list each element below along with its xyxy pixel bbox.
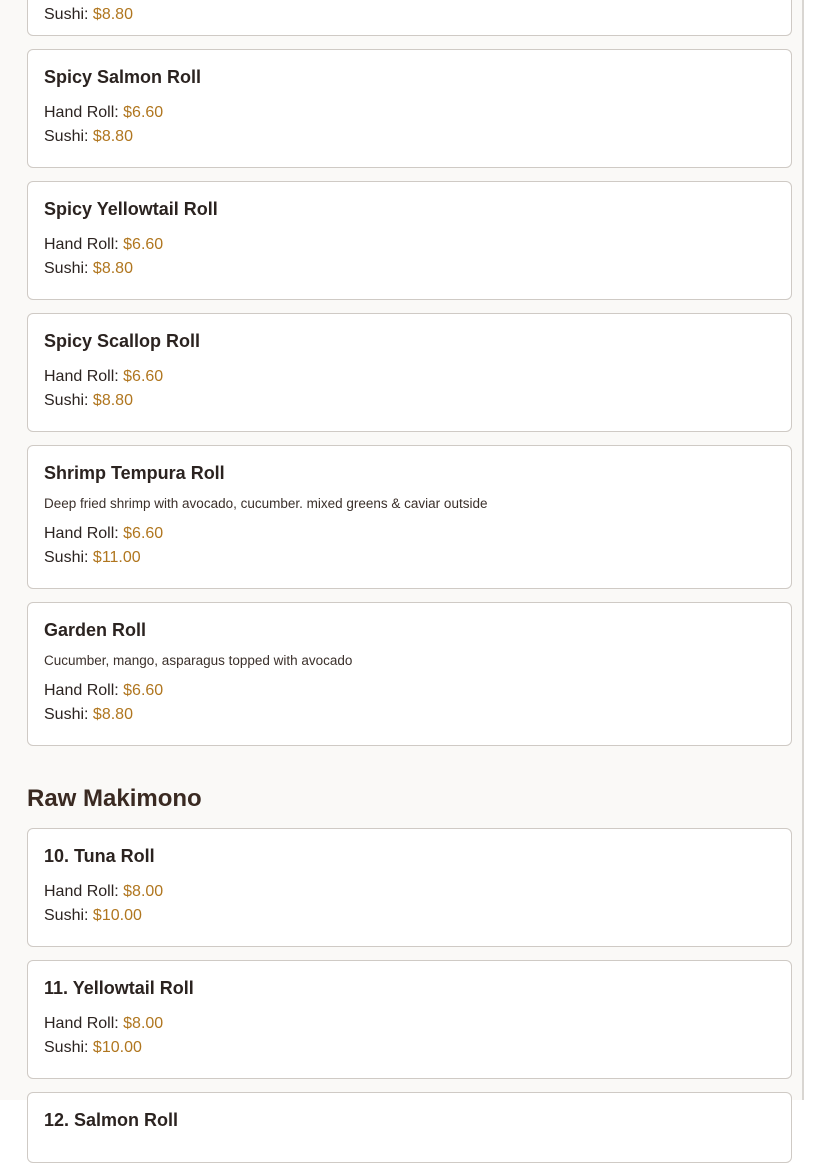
sushi-label: Sushi: — [44, 392, 89, 409]
sushi-label: Sushi: — [44, 549, 89, 566]
sushi-price: $10.00 — [92, 907, 142, 924]
menu-item-card — [27, 602, 792, 746]
menu-item-card — [27, 445, 792, 589]
hand-roll-label: Hand Roll: — [44, 104, 119, 121]
menu-item-description: Cucumber, mango, asparagus topped with avocado — [44, 653, 353, 668]
hand-roll-price: $8.00 — [123, 883, 164, 900]
hand-roll-price-line — [44, 1012, 775, 1036]
menu-item-card — [27, 0, 792, 36]
sushi-price-line — [44, 125, 775, 149]
hand-roll-price-line — [44, 101, 775, 125]
hand-roll-price-line — [44, 880, 775, 904]
sushi-price: $8.80 — [92, 260, 133, 277]
section-title-raw-makimono: Raw Makimono — [27, 785, 202, 812]
menu-item-card — [27, 49, 792, 168]
sushi-price: $11.00 — [92, 549, 141, 566]
menu-item-card — [27, 828, 792, 947]
menu-item-card — [27, 181, 792, 300]
menu-item-card — [27, 1092, 792, 1163]
hand-roll-label: Hand Roll: — [44, 525, 119, 542]
hand-roll-label: Hand Roll: — [44, 1015, 119, 1032]
hand-roll-label: Hand Roll: — [44, 368, 119, 385]
hand-roll-price-line — [44, 233, 775, 257]
hand-roll-price: $6.60 — [123, 525, 164, 542]
sushi-label: Sushi: — [44, 260, 89, 277]
sushi-price: $10.00 — [92, 1039, 142, 1056]
sushi-price-line — [44, 257, 775, 281]
hand-roll-price: $6.60 — [123, 236, 164, 253]
sushi-label: Sushi: — [44, 1039, 89, 1056]
sushi-price-line — [44, 703, 775, 727]
menu-item-card — [27, 313, 792, 432]
menu-item-title: Shrimp Tempura Roll — [44, 463, 225, 483]
hand-roll-price-line — [44, 679, 775, 703]
sushi-price-line — [44, 546, 775, 570]
menu-item-title: Spicy Yellowtail Roll — [44, 199, 218, 219]
hand-roll-label: Hand Roll: — [44, 236, 119, 253]
hand-roll-price: $6.60 — [123, 682, 164, 699]
sushi-price: $8.80 — [92, 6, 133, 23]
sushi-label: Sushi: — [44, 128, 89, 145]
sushi-price-line — [44, 1036, 775, 1060]
sushi-label: Sushi: — [44, 907, 89, 924]
hand-roll-price: $8.00 — [123, 1015, 164, 1032]
sushi-price-line — [44, 389, 775, 413]
menu-item-title: 10. Tuna Roll — [44, 846, 155, 866]
hand-roll-price-line — [44, 522, 775, 546]
sushi-price-line — [44, 3, 133, 27]
hand-roll-label: Hand Roll: — [44, 883, 119, 900]
hand-roll-price: $6.60 — [123, 368, 164, 385]
hand-roll-price: $6.60 — [123, 104, 164, 121]
menu-content — [27, 0, 792, 1176]
menu-item-card — [27, 960, 792, 1079]
menu-item-description: Deep fried shrimp with avocado, cucumber. mixed greens & caviar outside — [44, 496, 488, 511]
sushi-label: Sushi: — [44, 706, 89, 723]
sushi-price: $8.80 — [92, 392, 133, 409]
menu-item-title: 11. Yellowtail Roll — [44, 978, 194, 998]
menu-item-title: Spicy Salmon Roll — [44, 67, 202, 87]
hand-roll-label: Hand Roll: — [44, 682, 119, 699]
sushi-price: $8.80 — [92, 128, 133, 145]
sushi-label: Sushi: — [44, 6, 89, 23]
menu-item-title: Garden Roll — [44, 620, 147, 640]
menu-item-title: 12. Salmon Roll — [44, 1110, 179, 1130]
menu-item-title: Spicy Scallop Roll — [44, 331, 201, 351]
sushi-price: $8.80 — [92, 706, 133, 723]
hand-roll-price-line — [44, 365, 775, 389]
sushi-price-line — [44, 904, 775, 928]
